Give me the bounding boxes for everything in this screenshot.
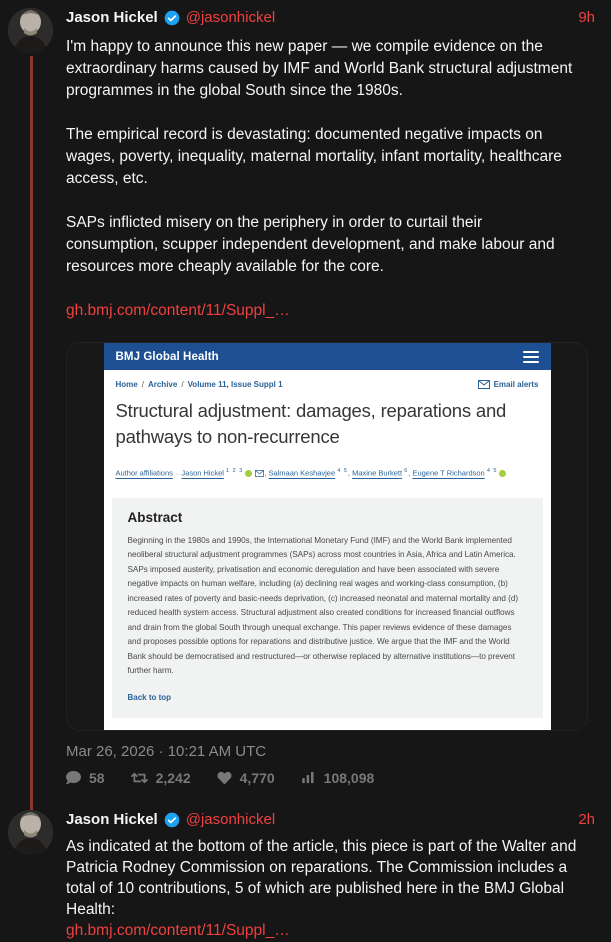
author-separator: , <box>347 468 353 478</box>
author-maxine-burkett: Maxine Burkett <box>352 468 403 478</box>
author-jason-hickel: Jason Hickel <box>181 468 224 478</box>
back-to-top-link: Back to top <box>127 692 172 702</box>
retweets-stat <box>131 770 191 786</box>
author-line <box>116 465 539 480</box>
tweet2-author-handle[interactable]: @jasonhickel <box>185 810 276 828</box>
views-stat <box>301 770 375 786</box>
article-preview-card[interactable] <box>66 342 588 731</box>
tweet1-paragraph-3: SAPs inflicted misery on the periphery in order to curtail their consumption, scupper independent development, and make labour and resources more cheaply available for the core. <box>66 214 555 275</box>
author-separator: , <box>264 468 269 478</box>
email-alerts <box>475 380 539 389</box>
tweet2-timestamp[interactable]: 2h <box>578 810 595 828</box>
retweet-icon <box>131 771 148 785</box>
avatar[interactable] <box>8 8 53 53</box>
abstract-text: Beginning in the 1980s and 1990s, the International Monetary Fund (IMF) and the World Bank implemented neoliberal structural adjustment programmes (SAPs) across most countries in Asia, Africa and Latin America. SAPs imposed austerity, privatisation and economic deregulation and have been associated with severe negative impacts on human welfare, including (a) declining real wages and working-class consumption, (b) increased rates of poverty and basic-needs deprivation, (c) increased neonatal and maternal mortality and (d) reduced health system access. Structural adjustment also created conditions for increased financial outflows and drain from the global South through unequal exchange. This paper reviews evidence of these damages and proposes possible options for reparations and distributive justice. We argue that the IMF and the World Bank should be democratised and restructured—or otherwise replaced by alternative institutions—to prevent further harm. <box>127 535 518 675</box>
verified-badge-icon <box>164 812 180 828</box>
orcid-icon <box>499 470 506 477</box>
author-superscript: 1 2 3 <box>226 468 244 474</box>
author-separator-dot: · <box>175 468 179 478</box>
tweet1-author-handle[interactable]: @jasonhickel <box>185 9 276 26</box>
heart-icon <box>217 771 232 785</box>
tweet2-body <box>66 836 595 942</box>
tweet2-text: As indicated at the bottom of the article, this piece is part of the Walter and Patricia Rodney Commission on reparations. The Commission includes a total of 10 contributions, 5 of which are published here in the BMJ Global Health: <box>66 837 577 918</box>
tweet1-header <box>66 8 595 28</box>
breadcrumb-issue: Volume 11, Issue Suppl 1 <box>187 380 283 389</box>
avatar-portrait <box>8 8 53 53</box>
reply-icon <box>66 770 81 785</box>
breadcrumb-separator: / <box>141 380 144 389</box>
breadcrumb <box>116 380 539 389</box>
tweet1-author-name[interactable]: Jason Hickel <box>66 9 158 26</box>
abstract-heading: Abstract <box>127 509 183 525</box>
tweet2-header <box>66 810 595 830</box>
tweet1-date: Mar 26, 2026 · 10:21 AM UTC <box>66 742 267 760</box>
author-separator: , <box>408 468 413 478</box>
tweet1-article-link[interactable]: gh.bmj.com/content/11/Suppl_… <box>66 302 290 319</box>
tweet1-timestamp[interactable]: 9h <box>578 9 595 26</box>
tweet2-article-link[interactable]: gh.bmj.com/content/11/Suppl_… <box>66 921 290 939</box>
breadcrumb-home: Home <box>115 380 138 389</box>
bmj-header-bar <box>104 343 551 370</box>
tweet1-paragraph-2: The empirical record is devastating: documented negative impacts on wages, poverty, inequality, maternal mortality, infant mortality, healthcare access, etc. <box>66 126 562 187</box>
breadcrumb-archive: Archive <box>147 380 178 389</box>
envelope-icon <box>255 470 264 477</box>
envelope-icon <box>478 380 490 389</box>
email-alerts-label: Email alerts <box>493 380 539 389</box>
replies-stat <box>66 770 105 786</box>
article-title: Structural adjustment: damages, reparations and pathways to non-recurrence <box>115 400 507 447</box>
menu-icon <box>523 351 539 363</box>
tweet1-stats <box>66 770 595 786</box>
likes-count: 4,770 <box>239 769 275 786</box>
bmj-page-screenshot <box>104 343 551 730</box>
author-superscript: 4 5 <box>337 468 348 474</box>
orcid-icon <box>245 470 252 477</box>
abstract-section <box>112 498 543 718</box>
author-superscript: 4 5 <box>486 468 498 474</box>
author-salmaan-keshavjee: Salmaan Keshavjee <box>268 468 336 478</box>
breadcrumb-separator: / <box>181 380 184 389</box>
author-eugene-richardson: Eugene T Richardson <box>412 468 485 478</box>
replies-count: 58 <box>89 769 105 786</box>
views-count: 108,098 <box>323 769 375 786</box>
avatar[interactable] <box>8 810 53 855</box>
tweet-2 <box>0 802 611 942</box>
bar-chart-icon <box>301 770 316 785</box>
likes-stat <box>217 770 275 786</box>
author-superscript: 6 <box>404 468 409 474</box>
bmj-page-content <box>104 370 551 480</box>
tweet2-author-name[interactable]: Jason Hickel <box>66 810 158 828</box>
bmj-site-title: BMJ Global Health <box>115 350 219 363</box>
retweets-count: 2,242 <box>155 769 191 786</box>
tweet1-body <box>66 36 578 322</box>
tweet1-paragraph-1: I'm happy to announce this new paper — we compile evidence on the extraordinary harms caused by IMF and World Bank structural adjustment programmes in the global South since the 1980s. <box>66 38 573 99</box>
verified-badge-icon <box>164 10 180 26</box>
author-affiliations-link: Author affiliations <box>115 468 173 478</box>
avatar-portrait <box>8 810 53 855</box>
